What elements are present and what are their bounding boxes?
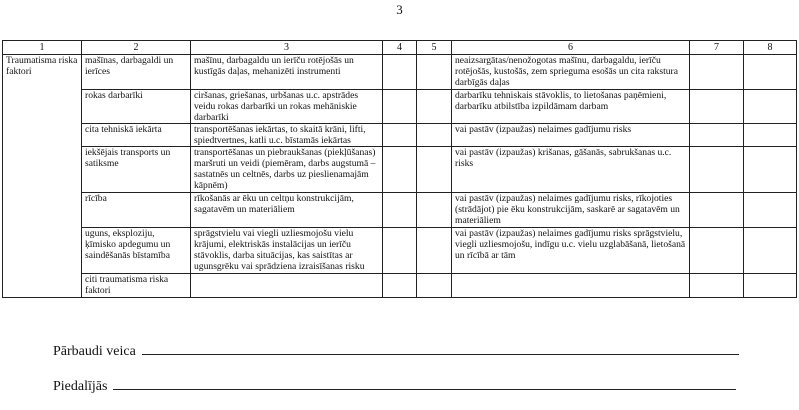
table-row [3, 193, 797, 228]
participants-label: Piedalījās [53, 379, 108, 394]
empty-cell[interactable] [383, 90, 417, 124]
page-number: 3 [396, 2, 403, 17]
empty-cell[interactable] [690, 124, 744, 147]
participants-signature [53, 377, 736, 395]
empty-cell[interactable] [417, 124, 452, 147]
table-row [3, 90, 797, 124]
checked-by-label: Pārbaudi veica [53, 344, 136, 359]
risk-cell [452, 274, 690, 298]
empty-cell[interactable] [383, 228, 417, 274]
risk-cell: vai pastāv (izpaužas) nelaimes gadījumu risks sprāgstvielu, viegli uzliesmojošu, indīgu u.c. vielu uzglabāšanā, lietošanā un rīcībā ar tām [452, 228, 690, 274]
empty-cell[interactable] [690, 228, 744, 274]
checked-by-line[interactable] [142, 342, 739, 355]
description-cell: ciršanas, griešanas, urbšanas u.c. apstrādes veidu rokas darbarīki un rokas mehāniskie darbarīki [191, 90, 383, 124]
column-number: 7 [690, 41, 744, 55]
empty-cell[interactable] [417, 90, 452, 124]
participants-line[interactable] [113, 377, 736, 390]
empty-cell[interactable] [744, 124, 797, 147]
description-cell [191, 274, 383, 298]
empty-cell[interactable] [744, 274, 797, 298]
table-row [3, 124, 797, 147]
table-row [3, 228, 797, 274]
risk-cell: vai pastāv (izpaužas) nelaimes gadījumu risks, rīkojoties (strādājot) pie ēku konstrukcijām, saskarē ar sagatavēm un materiāliem [452, 193, 690, 228]
empty-cell[interactable] [690, 55, 744, 90]
risk-cell: neaizsargātas/nenožogotas mašīnu, darbagaldu, ierīču rotējošās, kustošās, zem sprieguma esošās un cita rakstura darbīgās daļas [452, 55, 690, 90]
empty-cell[interactable] [744, 55, 797, 90]
table-row [3, 55, 797, 90]
empty-cell[interactable] [744, 147, 797, 193]
section-label: Traumatisma riska faktori [3, 55, 82, 298]
factor-cell: citi traumatisma riska faktori [82, 274, 191, 298]
risk-assessment-table [2, 40, 797, 298]
factor-cell: rīcība [82, 193, 191, 228]
empty-cell[interactable] [383, 274, 417, 298]
column-number: 8 [744, 41, 797, 55]
column-number: 1 [3, 41, 82, 55]
description-cell: transportēšanas iekārtas, to skaitā krāni, lifti, spiedtvertnes, katli u.c. bīstamās iekārtas [191, 124, 383, 147]
table-row [3, 274, 797, 298]
empty-cell[interactable] [383, 147, 417, 193]
empty-cell[interactable] [417, 274, 452, 298]
factor-cell: uguns, eksploziju, ķīmisko apdegumu un saindēšanās bīstamība [82, 228, 191, 274]
empty-cell[interactable] [744, 193, 797, 228]
empty-cell[interactable] [690, 147, 744, 193]
empty-cell[interactable] [417, 147, 452, 193]
empty-cell[interactable] [417, 193, 452, 228]
empty-cell[interactable] [690, 193, 744, 228]
column-number: 6 [452, 41, 690, 55]
empty-cell[interactable] [744, 90, 797, 124]
risk-cell: darbarīku tehniskais stāvoklis, to lietošanas paņēmieni, darbarīku atbilstība izpildāmam darbam [452, 90, 690, 124]
description-cell: mašīnu, darbagaldu un ierīču rotējošās un kustīgās daļas, mehanizēti instrumenti [191, 55, 383, 90]
factor-cell: mašīnas, darbagaldi un ierīces [82, 55, 191, 90]
column-number: 5 [417, 41, 452, 55]
factor-cell: iekšējais transports un satiksme [82, 147, 191, 193]
description-cell: transportēšanas un piebraukšanas (piekļūšanas) maršruti un veidi (piemēram, darbs augstumā – sastatnēs un celtnēs, darbs uz pieslienamajām kāpnēm) [191, 147, 383, 193]
description-cell: sprāgstvielu vai viegli uzliesmojošu vielu krājumi, elektriskās instalācijas un ierīču stāvoklis, darba situācijas, kas saistītas ar ugunsgrēku vai sprādziena izraisīšanas risku [191, 228, 383, 274]
empty-cell[interactable] [383, 55, 417, 90]
table-row [3, 147, 797, 193]
empty-cell[interactable] [744, 228, 797, 274]
empty-cell[interactable] [417, 55, 452, 90]
description-cell: rīkošanās ar ēku un celtņu konstrukcijām, sagatavēm un materiāliem [191, 193, 383, 228]
empty-cell[interactable] [383, 193, 417, 228]
empty-cell[interactable] [690, 274, 744, 298]
risk-cell: vai pastāv (izpaužas) nelaimes gadījumu risks [452, 124, 690, 147]
column-number: 2 [82, 41, 191, 55]
factor-cell: rokas darbarīki [82, 90, 191, 124]
empty-cell[interactable] [690, 90, 744, 124]
risk-cell: vai pastāv (izpaužas) krišanas, gāšanās, sabrukšanas u.c. risks [452, 147, 690, 193]
column-number-row [3, 41, 797, 55]
factor-cell: cita tehniskā iekārta [82, 124, 191, 147]
checked-by-signature [53, 342, 739, 360]
column-number: 3 [191, 41, 383, 55]
column-number: 4 [383, 41, 417, 55]
empty-cell[interactable] [417, 228, 452, 274]
empty-cell[interactable] [383, 124, 417, 147]
